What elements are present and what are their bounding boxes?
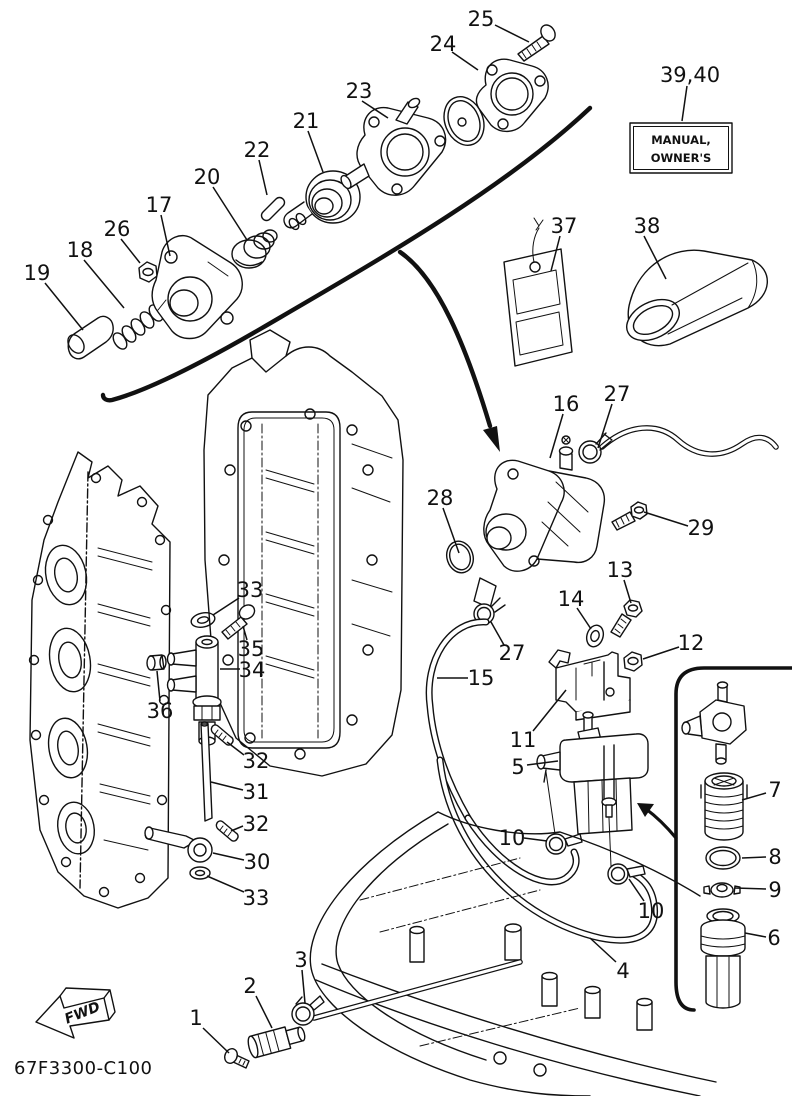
callout-leader-13 [624,580,631,603]
callout-number-38: 38 [633,214,661,238]
lever-30 [145,827,212,862]
callout-number-22: 22 [243,138,271,162]
bracket-11 [549,650,630,720]
callout-leader-31 [211,782,243,790]
callout-number-27: 27 [603,382,631,406]
washer-33-top [190,611,216,630]
bolt-29 [612,502,647,530]
pump-bracket-17 [152,236,242,339]
callout-leader-11 [533,690,566,731]
callout-number-18: 18 [66,238,94,262]
callout-number-19: 19 [23,261,51,285]
callout-number-33: 33 [242,886,270,910]
screw-25 [518,22,558,61]
fuel-cock [682,682,746,764]
fitting-2 [246,1023,307,1059]
callout-number-10: 10 [498,826,526,850]
owners-manual-label-box [630,123,732,173]
callout-number-36: 36 [146,699,174,723]
callout-number-29: 29 [687,516,715,540]
callout-number-7: 7 [768,778,782,802]
callout-leader-39,40 [682,86,687,121]
callout-number-16: 16 [552,392,580,416]
callout-leader-30 [213,853,244,860]
callout-leader-8 [742,857,766,858]
hose-clamp-27-top [579,433,612,463]
fuel-hose-upper [602,428,776,454]
o-ring-8 [706,847,740,869]
reference-arrowhead [483,426,500,452]
callout-number-6: 6 [767,926,781,950]
callout-number-11: 11 [509,728,537,752]
callout-leader-19 [45,283,83,330]
callout-number-32: 32 [242,812,270,836]
callout-leader-18 [84,260,124,308]
callout-leader-32 [231,826,243,831]
filter-detail-panel [637,668,792,1010]
callout-leader-22 [259,160,267,195]
pin-22 [262,198,285,221]
tube [314,962,520,1018]
fuel-joint-parts [222,962,520,1068]
callout-leader-2 [256,996,272,1028]
callout-leader-20 [213,187,247,240]
callout-number-9: 9 [768,878,782,902]
callout-number-1: 1 [189,1006,203,1030]
callout-leader-1 [203,1028,229,1053]
sleeve-38 [620,250,767,349]
callout-number-27: 27 [498,641,526,665]
o-ring-28 [443,538,478,576]
pin-32-bottom [216,821,238,841]
callout-leader-33 [207,876,244,892]
callout-number-3: 3 [294,948,308,972]
callout-leader-12 [643,647,679,659]
callout-leader-9 [735,888,766,889]
callout-number-24: 24 [429,32,457,56]
callout-number-26: 26 [103,217,131,241]
washer-14 [584,623,606,649]
nut-12 [624,652,642,671]
filter-cup-6 [701,909,745,1008]
callout-leader-26 [121,239,140,263]
callout-number-28: 28 [426,486,454,510]
callout-leader-14 [577,608,591,629]
callout-number-4: 4 [616,959,630,983]
callout-number-5: 5 [511,755,525,779]
callout-number-32: 32 [242,749,270,773]
pump-body-23 [339,97,445,196]
callout-number-35: 35 [237,637,265,661]
callout-number-20: 20 [193,165,221,189]
callout-number-37: 37 [550,214,578,238]
bottom-cowling [310,812,716,1096]
washer-33-bottom [190,867,210,879]
cylinder-block [204,330,403,776]
float-9 [704,883,740,897]
callout-number-31: 31 [242,780,270,804]
bolt-35 [222,602,257,639]
pump-cover-24 [476,59,548,131]
callout-number-14: 14 [557,587,585,611]
callout-number-10: 10 [637,899,665,923]
spring-seat-20 [232,230,277,268]
callout-number-15: 15 [467,666,495,690]
callout-number-33: 33 [236,578,264,602]
fwd-arrow [36,988,115,1038]
callout-leader-6 [745,933,766,937]
callout-number-8: 8 [768,845,782,869]
plunger-19 [65,316,114,358]
callout-number-2: 2 [243,974,257,998]
callout-number-21: 21 [292,109,320,133]
owners-manual-line2: OWNER'S [650,151,712,165]
callout-number-39,40: 39,40 [659,63,721,87]
callout-leader-10 [524,838,547,841]
callout-leader-28 [443,508,459,553]
plug-36 [147,655,166,670]
callout-number-23: 23 [345,79,373,103]
callout-number-30: 30 [243,850,271,874]
callout-leader-36 [157,671,160,701]
callout-leader-3 [302,970,305,1003]
filter-element-7 [701,773,747,840]
callout-number-13: 13 [606,558,634,582]
callout-number-25: 25 [467,7,495,31]
callout-leader-7 [742,793,766,800]
fwd-label: FWD [62,999,103,1028]
bolt-13 [611,600,642,637]
owners-manual-line1: MANUAL, [651,133,711,147]
clamp-3 [292,996,324,1025]
part-code: 67F3300-C100 [14,1058,153,1079]
nut-26 [139,262,157,282]
callout-leader-21 [308,131,323,172]
callout-number-17: 17 [145,193,173,217]
callout-number-12: 12 [677,631,705,655]
callout-leader-29 [644,512,688,526]
warning-tag-37 [504,218,572,366]
callout-leader-25 [495,25,529,42]
callout-number-34: 34 [238,658,266,682]
callout-leader-33 [213,598,239,615]
